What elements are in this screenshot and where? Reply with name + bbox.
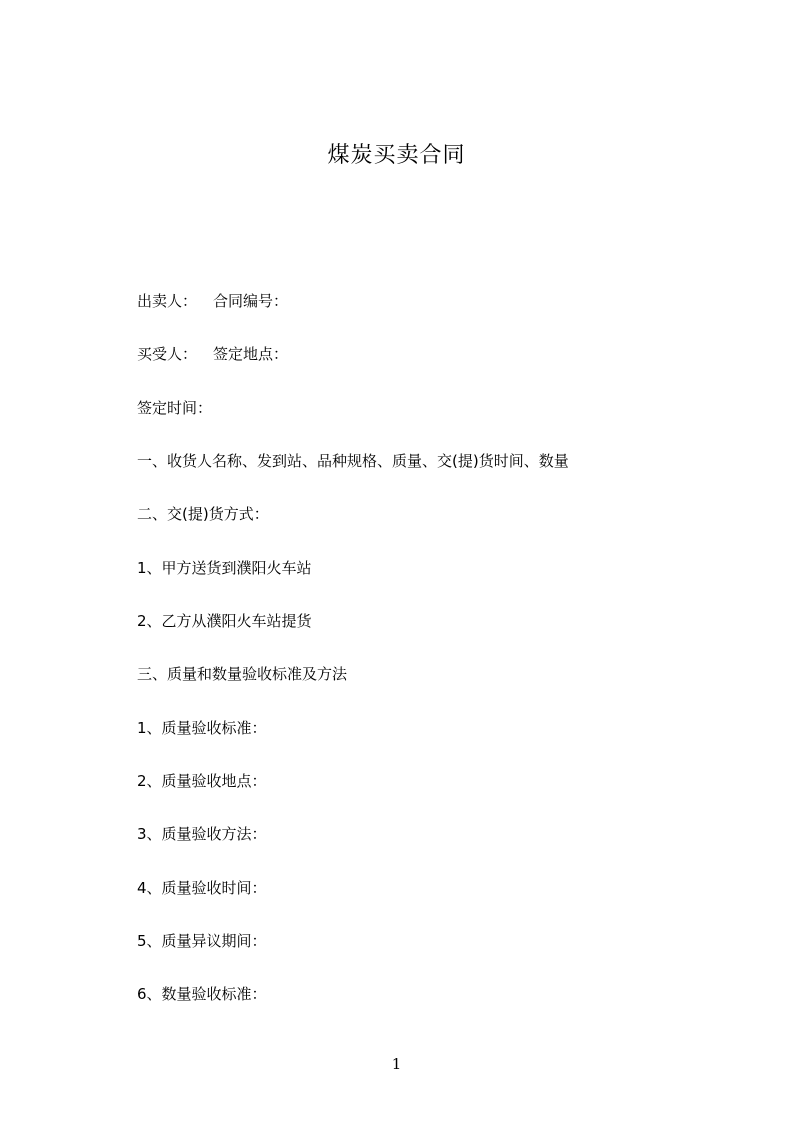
clause-3-item-3: 3、质量验收方法： — [137, 825, 267, 843]
clause-3-item-5: 5、质量异议期间： — [137, 932, 267, 950]
clause-2-heading: 二、交(提)货方式： — [137, 505, 269, 523]
contract-number-label: 合同编号： — [213, 292, 289, 310]
clause-3-item-2: 2、质量验收地点： — [137, 772, 267, 790]
clause-3-heading: 三、质量和数量验收标准及方法 — [137, 665, 348, 683]
signing-place-label: 签定地点： — [213, 345, 289, 363]
seller-label: 出卖人： — [137, 292, 198, 310]
clause-2-item-2: 2、乙方从濮阳火车站提货 — [137, 612, 312, 630]
clause-3-item-1: 1、质量验收标准： — [137, 719, 267, 737]
buyer-line — [137, 344, 288, 364]
seller-line — [137, 291, 288, 311]
buyer-label: 买受人： — [137, 345, 198, 363]
signing-time-line: 签定时间： — [137, 399, 213, 417]
clause-2-item-1: 1、甲方送货到濮阳火车站 — [137, 559, 312, 577]
document-title: 煤炭买卖合同 — [327, 143, 466, 168]
page-number: 1 — [391, 1055, 402, 1073]
clause-3-item-6: 6、数量验收标准： — [137, 985, 267, 1003]
clause-1-heading: 一、收货人名称、发到站、品种规格、质量、交(提)货时间、数量 — [137, 452, 569, 470]
clause-3-item-4: 4、质量验收时间： — [137, 879, 267, 897]
